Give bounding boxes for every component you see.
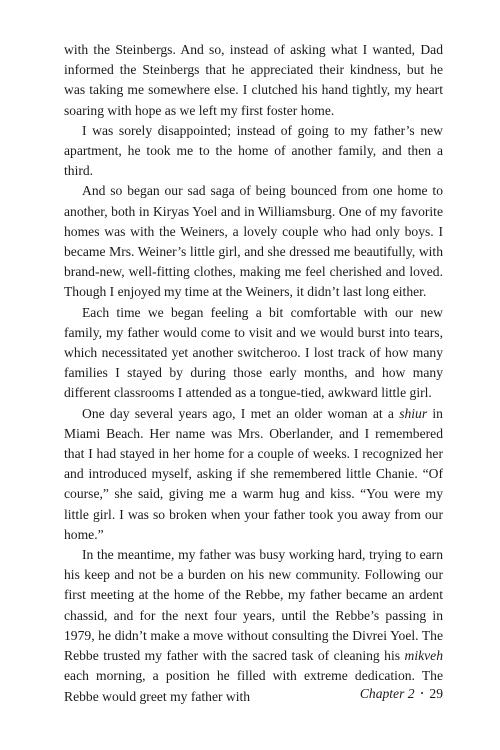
paragraph-text: One day several years ago, I met an older woman at a xyxy=(82,405,400,421)
paragraph-text: each morning, a position he filled with extreme dedication. The Rebbe would greet my father with xyxy=(64,668,443,704)
paragraph-text: In the meantime, my father was busy working hard, trying to earn his keep and not be a burden on his new community. Following our first meeting at the home of the Rebbe, my father became an ardent chassid, and for the next four years, until the Rebbe’s passing in 1979, he didn’t make a move without consulting the Divrei Yoel. The Rebbe trusted my father with the sacred task of cleaning his xyxy=(64,547,443,664)
paragraph xyxy=(64,181,443,302)
chapter-label: Chapter 2 xyxy=(359,686,415,701)
italic-term: shiur xyxy=(399,405,428,421)
page-body xyxy=(64,40,443,707)
paragraph-text: And so began our sad saga of being bounced from one home to another, both in Kiryas Yoel and in Williamsburg. One of my favorite homes was with the Weiners, a lovely couple who had only boys. I became Mrs. Weiner’s little girl, and she dressed me beautifully, with brand-new, well-fitting clothes, making me feel cherished and loved. Though I enjoyed my time at the Weiners, it didn’t last long either. xyxy=(64,183,443,300)
paragraph xyxy=(64,40,443,121)
running-footer xyxy=(360,686,443,702)
footer-bullet: • xyxy=(420,689,424,698)
paragraph-text: I was sorely disappointed; instead of going to my father’s new apartment, he took me to the home of another family, and then a third. xyxy=(64,122,443,179)
page-number: 29 xyxy=(429,686,443,701)
paragraph xyxy=(64,545,443,707)
italic-term: mikveh xyxy=(404,648,443,664)
paragraph xyxy=(64,121,443,182)
paragraph-text: in Miami Beach. Her name was Mrs. Oberlander, and I remembered that I had stayed in her home for a couple of weeks. I recognized her and introduced myself, asking if she remembered little Chanie. “Of course,” she said, giving me a warm hug and kiss. “You were my little girl. I was so broken when your father took you away from our home.” xyxy=(64,405,443,542)
paragraph xyxy=(64,303,443,404)
paragraph xyxy=(64,404,443,545)
paragraph-text: Each time we began feeling a bit comfortable with our new family, my father would come to visit and we would burst into tears, which necessitated yet another switcheroo. I lost track of how many families I stayed by during those early months, and how many different classrooms I attended as a tongue-tied, awkward little girl. xyxy=(64,304,443,401)
paragraph-text: with the Steinbergs. And so, instead of asking what I wanted, Dad informed the Steinbergs that he appreciated their kindness, but he was taking me somewhere else. I clutched his hand tightly, my heart soaring with hope as we left my first foster home. xyxy=(64,42,443,118)
